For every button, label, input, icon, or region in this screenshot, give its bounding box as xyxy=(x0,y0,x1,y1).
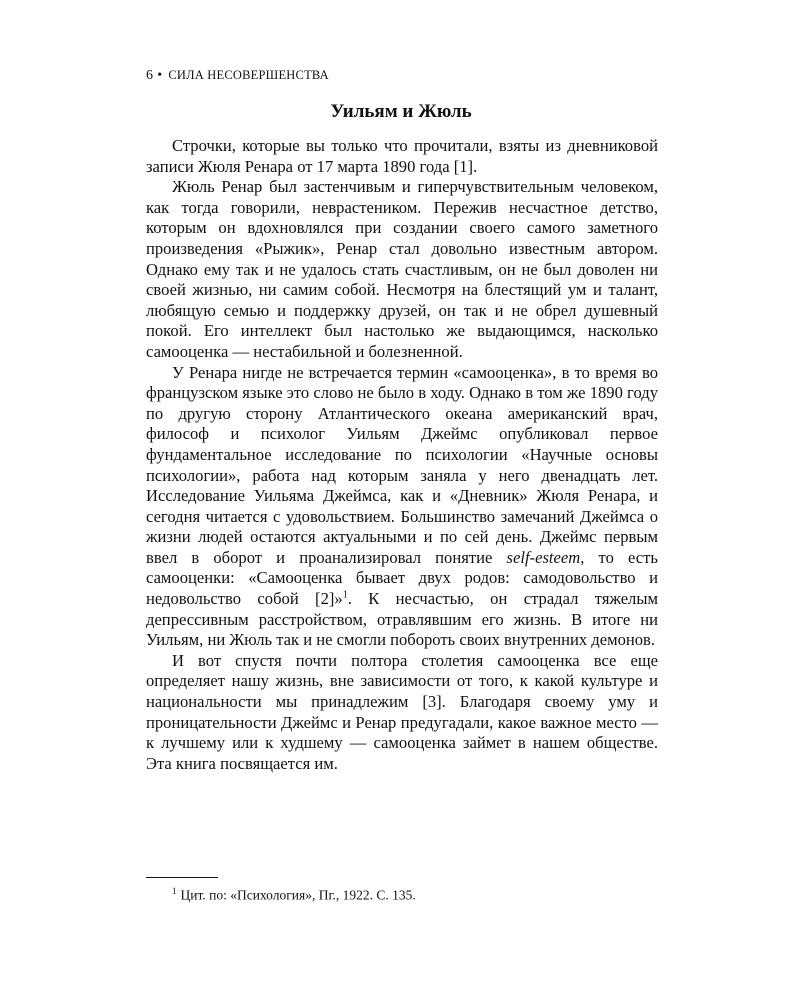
self-esteem-term: self-esteem xyxy=(506,547,581,567)
footnote-text: Цит. по: «Психология», Пг., 1922. С. 135. xyxy=(180,887,416,903)
paragraph-3-part-3: . К несчастью, он страдал тяжелым депрессивным расстройством, отравлявшим его жизнь. В итоге ни Уильям, ни Жюль так и не смогли побороть своих внутренних демонов. xyxy=(146,589,658,650)
footnote-divider xyxy=(146,877,218,878)
paragraph-1: Строчки, которые вы только что прочитали, взяты из дневниковой записи Жюля Ренара от 17 марта 1890 года [1]. xyxy=(146,136,658,176)
body-text xyxy=(146,136,658,774)
paragraph-3-part-2: , то есть самооценки: «Самооценка бывает двух родов: самодовольство и недовольство собой [2]» xyxy=(146,547,658,609)
page-number: 6 xyxy=(146,68,154,83)
bullet-separator: • xyxy=(157,68,163,83)
footnote-mark: 1 xyxy=(172,886,177,896)
paragraph-2: Жюль Ренар был застенчивым и гиперчувствительным человеком, как тогда говорили, неврастеником. Пережив несчастное детство, которым он вдохновлялся при создании своего самого заметного произведения «Рыжик», Ренар стал довольно известным автором. Однако ему так и не удалось стать счастливым, он не был доволен ни своей жизнью, ни самим собой. Несмотря на блестящий ум и талант, любящую семью и поддержку друзей, он так и не обрел душевный покой. Его интеллект был настолько же выдающимся, насколько самооценка — нестабильной и болезненной. xyxy=(146,177,658,361)
section-heading: Уильям и Жюль xyxy=(330,101,472,122)
paragraph-4: И вот спустя почти полтора столетия самооценка все еще определяет нашу жизнь, вне зависимости от того, к какой культуре и национальности мы принадлежим [3]. Благодаря своему уму и проницательности Джеймс и Ренар предугадали, какое важное место — к лучшему или к худшему — самооценка займет в нашем обществе. Эта книга посвящается им. xyxy=(146,650,658,773)
paragraph-3-part-1: У Ренара нигде не встречается термин «самооценка», в то время во французском языке это слово не было в ходу. Однако в том же 1890 году по другую сторону Атлантического океана американский врач, философ и психолог Уильям Джеймс опубликовал первое фундаментальное исследование по психологии «Научные основы психологии», работа над которым заняла у него двенадцать лет. Исследование Уильяма Джеймса, как и «Дневник» Жюля Ренара, и сегодня читается с удовольствием. Большинство замечаний Джеймса о жизни людей остаются актуальными и по сей день. Джеймс первым ввел в оборот и проанализировал понятие xyxy=(146,362,658,567)
paragraph-3 xyxy=(146,363,658,651)
book-title: СИЛА НЕСОВЕРШЕНСТВА xyxy=(168,68,329,82)
footnote xyxy=(146,886,416,904)
running-head xyxy=(146,68,329,84)
footnote-reference[interactable]: 1 xyxy=(342,589,348,601)
